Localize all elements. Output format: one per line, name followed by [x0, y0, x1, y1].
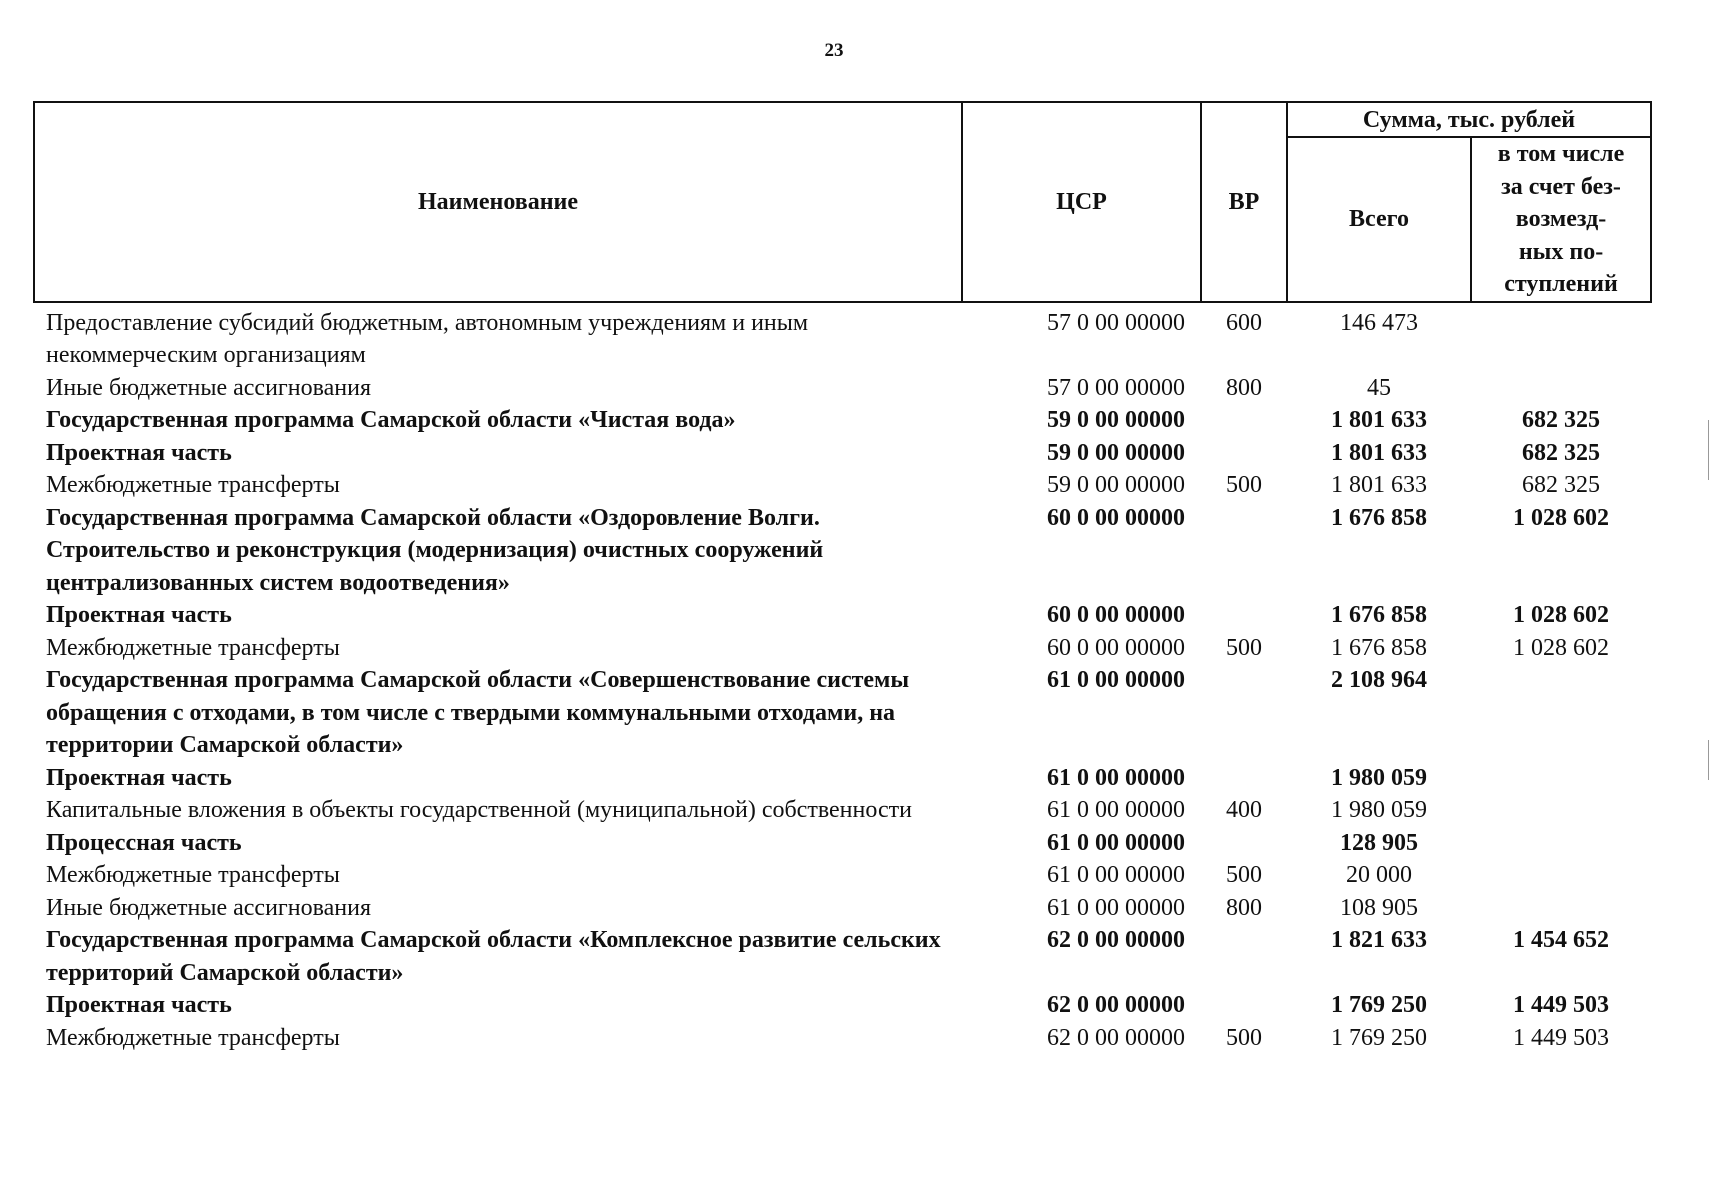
row-vr: 500	[1226, 1024, 1262, 1051]
row-vr: 500	[1226, 472, 1262, 498]
header-vr: ВР	[1201, 102, 1287, 302]
table-row	[34, 437, 1651, 470]
row-total: 108 905	[1340, 894, 1418, 921]
row-csr: 61 0 00 00000	[1047, 764, 1185, 791]
row-grant: 682 325	[1522, 439, 1600, 466]
table-row	[34, 794, 1651, 827]
table-row	[34, 502, 1651, 600]
table-body	[34, 302, 1651, 1055]
budget-table	[33, 101, 1652, 1054]
table-row	[34, 762, 1651, 795]
scan-edge-mark	[1708, 420, 1709, 480]
row-total: 45	[1367, 374, 1391, 401]
row-grant: 1 449 503	[1513, 1024, 1609, 1051]
row-vr	[1201, 437, 1287, 470]
row-csr: 61 0 00 00000	[1047, 894, 1185, 921]
row-total: 1 676 858	[1331, 602, 1427, 628]
row-total: 128 905	[1340, 829, 1418, 856]
row-name: Процессная часть	[46, 829, 242, 856]
row-grant: 1 028 602	[1513, 504, 1609, 531]
row-name: Государственная программа Самарской области «Комплексное развитие сельских территорий Самарской области»	[46, 927, 941, 986]
table-row	[34, 469, 1651, 502]
row-name: Иные бюджетные ассигнования	[46, 894, 371, 921]
row-vr	[1201, 502, 1287, 600]
row-name: Государственная программа Самарской области «Чистая вода»	[46, 407, 736, 433]
row-grant	[1471, 372, 1651, 405]
row-name: Проектная часть	[46, 602, 232, 628]
page-number: 23	[824, 40, 844, 61]
row-csr: 57 0 00 00000	[1047, 309, 1185, 336]
row-vr	[1201, 827, 1287, 860]
header-sum-group: Сумма, тыс. рублей	[1287, 102, 1651, 137]
row-csr: 59 0 00 00000	[1047, 472, 1185, 498]
row-total: 1 676 858	[1331, 634, 1427, 661]
row-name: Капитальные вложения в объекты государственной (муниципальной) собственности	[46, 797, 912, 823]
row-name: Межбюджетные трансферты	[46, 862, 340, 888]
row-total: 1 769 250	[1331, 992, 1427, 1018]
row-name: Проектная часть	[46, 439, 232, 466]
row-name: Иные бюджетные ассигнования	[46, 374, 371, 401]
row-csr: 57 0 00 00000	[1047, 374, 1185, 401]
row-vr	[1201, 404, 1287, 437]
header-grant-line: в том числе	[1497, 141, 1625, 167]
row-grant	[1471, 892, 1651, 925]
row-vr: 500	[1226, 862, 1262, 888]
row-grant: 682 325	[1522, 472, 1600, 498]
row-name: Проектная часть	[46, 992, 232, 1018]
row-name: Государственная программа Самарской области «Совершенствование системы обращения с отходами, в том числе с твердыми коммунальными отходами, на территории Самарской области»	[46, 667, 910, 758]
row-total: 1 801 633	[1331, 439, 1427, 466]
row-vr	[1201, 989, 1287, 1022]
row-vr	[1201, 599, 1287, 632]
row-total: 1 980 059	[1331, 797, 1427, 823]
table-row	[34, 404, 1651, 437]
row-name: Предоставление субсидий бюджетным, автономным учреждениям и иным некоммерческим организациям	[46, 309, 809, 368]
row-csr: 60 0 00 00000	[1047, 504, 1185, 531]
row-grant	[1471, 794, 1651, 827]
row-csr: 59 0 00 00000	[1047, 439, 1185, 466]
table-row	[34, 924, 1651, 989]
row-total: 1 676 858	[1331, 504, 1427, 531]
row-total: 1 801 633	[1331, 407, 1427, 433]
row-total: 1 821 633	[1331, 927, 1427, 953]
row-csr: 61 0 00 00000	[1047, 797, 1185, 823]
table-row	[34, 664, 1651, 762]
row-grant: 1 454 652	[1513, 927, 1609, 953]
row-name: Проектная часть	[46, 764, 232, 791]
table-row	[34, 989, 1651, 1022]
table-row	[34, 859, 1651, 892]
row-vr: 800	[1226, 894, 1262, 921]
row-csr: 62 0 00 00000	[1047, 1024, 1185, 1051]
row-total: 146 473	[1340, 309, 1418, 336]
row-csr: 62 0 00 00000	[1047, 927, 1185, 953]
header-grant-line: за счет без-	[1501, 173, 1621, 200]
row-name: Межбюджетные трансферты	[46, 634, 340, 661]
table-row	[34, 1022, 1651, 1055]
row-vr	[1201, 924, 1287, 989]
row-total: 1 769 250	[1331, 1024, 1427, 1051]
table-header	[34, 102, 1651, 302]
header-total: Всего	[1287, 137, 1471, 302]
row-vr: 500	[1226, 634, 1262, 661]
row-grant	[1471, 762, 1651, 795]
table-row	[34, 892, 1651, 925]
row-csr: 60 0 00 00000	[1047, 634, 1185, 661]
header-grant-line: ступлений	[1504, 271, 1618, 297]
header-grant-line: возмезд-	[1515, 206, 1607, 232]
scan-edge-mark	[1708, 740, 1709, 780]
row-grant	[1471, 827, 1651, 860]
row-grant	[1471, 859, 1651, 892]
row-grant: 1 028 602	[1513, 602, 1609, 628]
row-csr: 62 0 00 00000	[1047, 992, 1185, 1018]
header-name: Наименование	[34, 102, 962, 302]
row-name: Межбюджетные трансферты	[46, 472, 340, 498]
table-row	[34, 372, 1651, 405]
row-vr	[1201, 762, 1287, 795]
row-csr: 60 0 00 00000	[1047, 602, 1185, 628]
row-csr: 61 0 00 00000	[1047, 862, 1185, 888]
row-grant: 682 325	[1522, 407, 1600, 433]
row-name: Межбюджетные трансферты	[46, 1024, 340, 1051]
table-row	[34, 827, 1651, 860]
row-total: 1 801 633	[1331, 472, 1427, 498]
header-grant-line: ных по-	[1518, 238, 1604, 265]
row-vr	[1201, 664, 1287, 762]
row-csr: 59 0 00 00000	[1047, 407, 1185, 433]
table-row	[34, 302, 1651, 372]
row-vr: 600	[1226, 309, 1262, 336]
row-total: 1 980 059	[1331, 764, 1427, 791]
row-csr: 61 0 00 00000	[1047, 829, 1185, 856]
row-vr: 400	[1226, 797, 1262, 823]
header-grant	[1471, 137, 1651, 302]
row-csr: 61 0 00 00000	[1047, 667, 1185, 693]
row-total: 20 000	[1346, 862, 1412, 888]
table-row	[34, 632, 1651, 665]
row-grant	[1471, 664, 1651, 762]
table-row	[34, 599, 1651, 632]
row-grant: 1 028 602	[1513, 634, 1609, 661]
row-grant	[1471, 302, 1651, 372]
row-name: Государственная программа Самарской области «Оздоровление Волги. Строительство и реконструкция (модернизация) очистных сооружений централизованных систем водоотведения»	[46, 504, 824, 596]
header-csr: ЦСР	[962, 102, 1201, 302]
row-total: 2 108 964	[1331, 667, 1427, 693]
row-vr: 800	[1226, 374, 1262, 401]
row-grant: 1 449 503	[1513, 992, 1609, 1018]
